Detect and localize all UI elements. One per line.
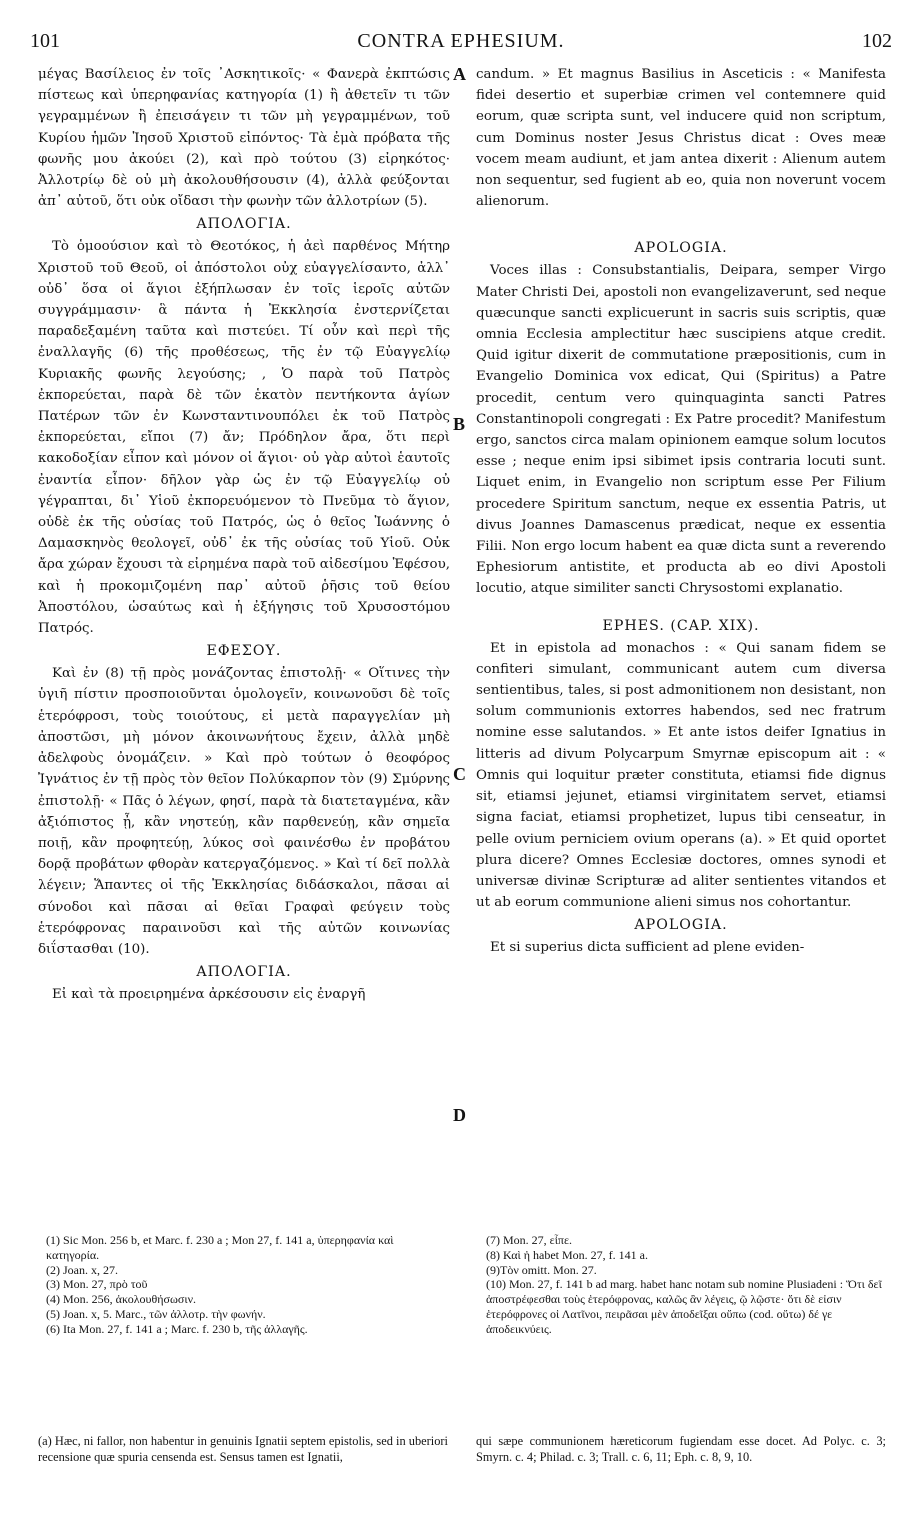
greek-heading-apologia: ΑΠΟΛΟΓΙΑ. xyxy=(196,964,292,981)
footnote: (10) Mon. 27, f. 141 b ad marg. habet hanc notam sub nomine Plusiadeni : Ὅτι δεῖ ἀποστρέφεσθαι τοὺς ἑτερόφρονας, καλῶς ἂν λέγεις, ῷ λῷστε· ὅτι δὲ εἰσιν ἑτερόφρονες οἱ Λατῖνοι, πειρᾶσαι μὲν ἀποδεῖξαι οὕπω (cod. οὕτω) δέ γε ἀποδεικνύεις. xyxy=(486,1277,882,1336)
editor-note-right: qui sæpe communionem hæreticorum fugiendam esse docet. Ad Polyc. c. 3; Smyrn. c. 4; Philad. c. 3; Trall. c. 6, 11; Eph. c. 8, 9, 10. xyxy=(476,1434,886,1464)
margin-letter-b: B xyxy=(453,414,466,434)
greek-column xyxy=(38,64,450,1005)
margin-letter-c: C xyxy=(453,764,466,784)
greek-paragraph: Καὶ ἐν (8) τῇ πρὸς μονάζοντας ἐπιστολῇ· « Οἵτινες τὴν ὑγιῆ πίστιν προσποιοῦνται ὁμολογεῖν, κοινωνοῦσι δὲ τοῖς ἑτερόφροσι, τοὺς τοιούτους, εἰ μετὰ παραγγελίαν μὴ ἀποστῶσι, μὴ μόνον ἀκοινωνήτους ἔχειν, ἀλλὰ μηδὲ ἀδελφοὺς ὀνομάζειν. » Καὶ πρὸ τούτων ὁ θεοφόρος Ἰγνάτιος ἐν τῇ πρὸς τὸν θεῖον Πολύκαρπον τὸν (9) Σμύρνης ἐπιστολῇ· « Πᾶς ὁ λέγων, φησί, παρὰ τὰ διατεταγμένα, κἂν ἀξιόπιστος ᾖ, κἂν νηστεύῃ, κἂν παρθενεύῃ, κἂν σημεῖα ποιῇ, κἂν προφητεύῃ, λύκος σοὶ φαινέσθω ἐν προβάτου δορᾷ προβάτων φθορὰν κατεργαζόμενος. » Καὶ τί δεῖ πολλὰ λέγειν; Ἅπαντες οἱ τῆς Ἐκκλησίας διδάσκαλοι, πᾶσαι αἱ σύνοδοι καὶ πᾶσαι αἱ θεῖαι Γραφαὶ φεύγειν τοὺς ἑτερόφρονας παραινοῦσι καὶ τῆς αὐτῶν κοινωνίας διΐστασθαι (10). xyxy=(38,666,450,957)
footnote: (9)Τὸν omitt. Mon. 27. xyxy=(486,1262,597,1277)
footnote: (4) Mon. 256, ἀκολουθήσωσιν. xyxy=(46,1292,197,1307)
latin-heading-apologia: APOLOGIA. xyxy=(634,240,728,257)
footnote: (3) Mon. 27, πρὸ τοῦ xyxy=(46,1277,148,1292)
latin-heading-ephes: EPHES. (CAP. XIX). xyxy=(602,617,760,634)
footnote: (5) Joan. x, 5. Marc., τῶν ἀλλοτρ. τὴν φωνήν. xyxy=(46,1306,266,1321)
footnote: (2) Joan. x, 27. xyxy=(46,1262,118,1277)
editor-note-left: (a) Hæc, ni fallor, non habentur in genuinis Ignatii septem epistolis, sed in uberiori recensione quæ spuria censenda est. Sensus tamen est Ignatii, xyxy=(38,1434,448,1464)
footnotes-left xyxy=(46,1233,446,1337)
running-title: CONTRA EPHESIUM. xyxy=(357,30,565,52)
latin-paragraph: Et in epistola ad monachos : « Qui sanam fidem se confiteri simulant, communicant autem cum diversa sentientibus, tales, si post admonitionem non desistant, non solum communionis extorres habendos, sed nec fratrum nomine esse salutandos. » Et ante istos deifer Ignatius in litteris ad divum Polycarpum Smyrnæ episcopum ait : « Omnis qui loquitur præter constituta, etiamsi fide dignus sit, etiamsi jejunet, etiamsi virginitatem servet, etiamsi signa faciat, etiamsi prophetizet, lupus tibi censeatur, in pelle ovium perniciem ovium operans (a). » Et quid oportet plura dicere? Omnes Ecclesiæ doctores, omnes synodi et universæ divinæ Scripturæ ad aliter sentientes vitandos et ut ab eorum communione alieni simus nos cohortantur. xyxy=(476,640,886,911)
footnote: (1) Sic Mon. 256 b, et Marc. f. 230 a ; Mon 27, f. 141 a, ὑπερηφανία καὶ κατηγορία. xyxy=(46,1233,394,1262)
latin-column xyxy=(476,64,886,959)
greek-heading-ephesou: ΕΦΕΣΟΥ. xyxy=(206,643,282,660)
greek-heading-apologia: ΑΠΟΛΟΓΙΑ. xyxy=(196,216,292,233)
footnotes-right xyxy=(486,1233,886,1337)
footnote: (8) Καὶ ἡ habet Mon. 27, f. 141 a. xyxy=(486,1247,648,1262)
right-page-number: 102 xyxy=(862,30,892,52)
footnote: (7) Mon. 27, εἶπε. xyxy=(486,1233,573,1247)
margin-letter-d: D xyxy=(453,1105,466,1125)
running-header xyxy=(30,30,892,58)
footnote: (6) Ita Mon. 27, f. 141 a ; Marc. f. 230 b, τῆς ἀλλαγῆς. xyxy=(46,1321,308,1336)
left-page-number: 101 xyxy=(30,30,60,52)
greek-paragraph: Εἰ καὶ τὰ προειρημένα ἀρκέσουσιν εἰς ἐναργῆ xyxy=(52,987,366,1003)
latin-paragraph: candum. » Et magnus Basilius in Asceticis : « Manifesta fidei desertio et superbiæ crimen vel contemnere quid eorum, quæ scripta sunt, vel inducere quid non scriptum, cum Dominus noster Jesus Christus dicat : Oves meæ vocem meam audiunt, et jam antea dixerit : Alienum autem non sequentur, sed fugient ab eo, quia non noverunt vocem alienorum. xyxy=(476,67,886,210)
latin-paragraph: Voces illas : Consubstantialis, Deipara, semper Virgo Mater Christi Dei, apostoli non evangelizaverunt, sed neque quæcunque sancti explicuerunt in sacris suis scriptis, quæ omnia Ecclesia amplectitur hæc suscipiens atque credit. Quid igitur dixerit de commutatione præpositionis, cum in Evangelio Dominica vox edicat, Qui (Spiritus) a Patre procedit, centum vero quinquaginta sancti Patres Constantinopoli congregati : Ex Patre procedit? Manifestum ergo, sanctos circa malam opinionem eamque solum locutos esse ; neque enim ipsi sibimet ipsis contraria locuti sunt. Liquet enim, in Evangelio non scriptum esse Per Filium procedere Spiritum sanctum, neque ex essentia Patris, ut divus Joannes Damascenus prædicat, neque ex essentia Filii. Non ergo locum habent ea quæ dicta sunt a reverendo Ephesiorum antistite, et producta ab eo divi Apostoli locutio, atque similiter sancti Chrysostomi explanatio. xyxy=(476,263,886,597)
greek-paragraph: Τὸ ὁμοούσιον καὶ τὸ Θεοτόκος, ἡ ἀεὶ παρθένος Μήτηρ Χριστοῦ τοῦ Θεοῦ, οἱ ἀπόστολοι οὐχ εὐαγγελίσαντο, ἀλλ᾿ οὐδ᾿ ὅσα οἱ ἅγιοι ἐξήπλωσαν ἐν τοῖς ἱεροῖς αὐτῶν συγγράμμασιν· ἃ πάντα ἡ Ἐκκλησία ἐνστερνίζεται παραδεξαμένη ταῦτα καὶ πιστεύει. Τί οὖν καὶ περὶ τῆς ἐναλλαγῆς (6) τῆς προθέσεως, τῆς ἐν τῷ Εὐαγγελίῳ Κυριακῆς φωνῆς λεγούσης; , Ὁ παρὰ τοῦ Πατρὸς ἐκπορεύεται, παρὰ δὲ τῶν ἑκατὸν πεντήκοντα ἁγίων Πατέρων τῶν ἐν Κωνσταντινουπόλει ἐκ τοῦ Πατρὸς ἐκπορεύεται, εἴποι (7) ἄν; Πρόδηλον ἄρα, ὅτι περὶ κακοδοξίαν εἶπον καὶ μόνον οἱ ἅγιοι· οὐ γὰρ αὐτοὶ ἑαυτοῖς ἐναντία εἶπον· δῆλον γὰρ ὡς ἐν τῷ Εὐαγγελίῳ οὐ γέγραπται, δι᾿ Υἱοῦ ἐκπορευόμενον τὸ Πνεῦμα τὸ ἅγιον, οὐδὲ ἐκ τῆς οὐσίας τοῦ Πατρός, ὡς ὁ θεῖος Ἰωάννης ὁ Δαμασκηνὸς θεολογεῖ, οὐδ᾿ ἐκ τῆς οὐσίας τοῦ Υἱοῦ. Οὐκ ἄρα χώραν ἔχουσι τὰ εἰρημένα παρὰ τοῦ αἰδεσίμου Ἐφέσου, καὶ ἡ προκομιζομένη παρ᾿ αὐτοῦ ῥῆσις τοῦ θείου Ἀποστόλου, ὡσαύτως καὶ ἡ ἐξήγησις τοῦ Χρυσοστόμου Πατρός. xyxy=(38,239,450,637)
greek-paragraph: μέγας Βασίλειος ἐν τοῖς ᾿Ασκητικοῖς· « Φανερὰ ἐκπτώσις πίστεως καὶ ὑπερηφανίας κατηγορία (1) ἢ ἀθετεῖν τι τῶν γεγραμμένων ἢ ἐπεισάγειν τι τῶν μὴ γεγραμμένων, τοῦ Κυρίου ἡμῶν Ἰησοῦ Χριστοῦ εἰπόντος· Τὰ ἐμὰ πρόβατα τῆς φωνῆς μου ἀκούει (2), καὶ πρὸ τούτου (3) εἰρηκότος· Ἀλλοτρίῳ δὲ οὐ μὴ ἀκολουθήσουσιν (4), ἀλλὰ φεύξονται ἀπ᾿ αὐτοῦ, ὅτι οὐκ οἴδασι τὴν φωνὴν τῶν ἀλλοτρίων (5). xyxy=(38,67,450,210)
latin-heading-apologia: APOLOGIA. xyxy=(634,917,728,934)
margin-letter-a: A xyxy=(453,64,466,84)
latin-paragraph: Et si superius dicta sufficient ad plene eviden- xyxy=(490,940,805,956)
